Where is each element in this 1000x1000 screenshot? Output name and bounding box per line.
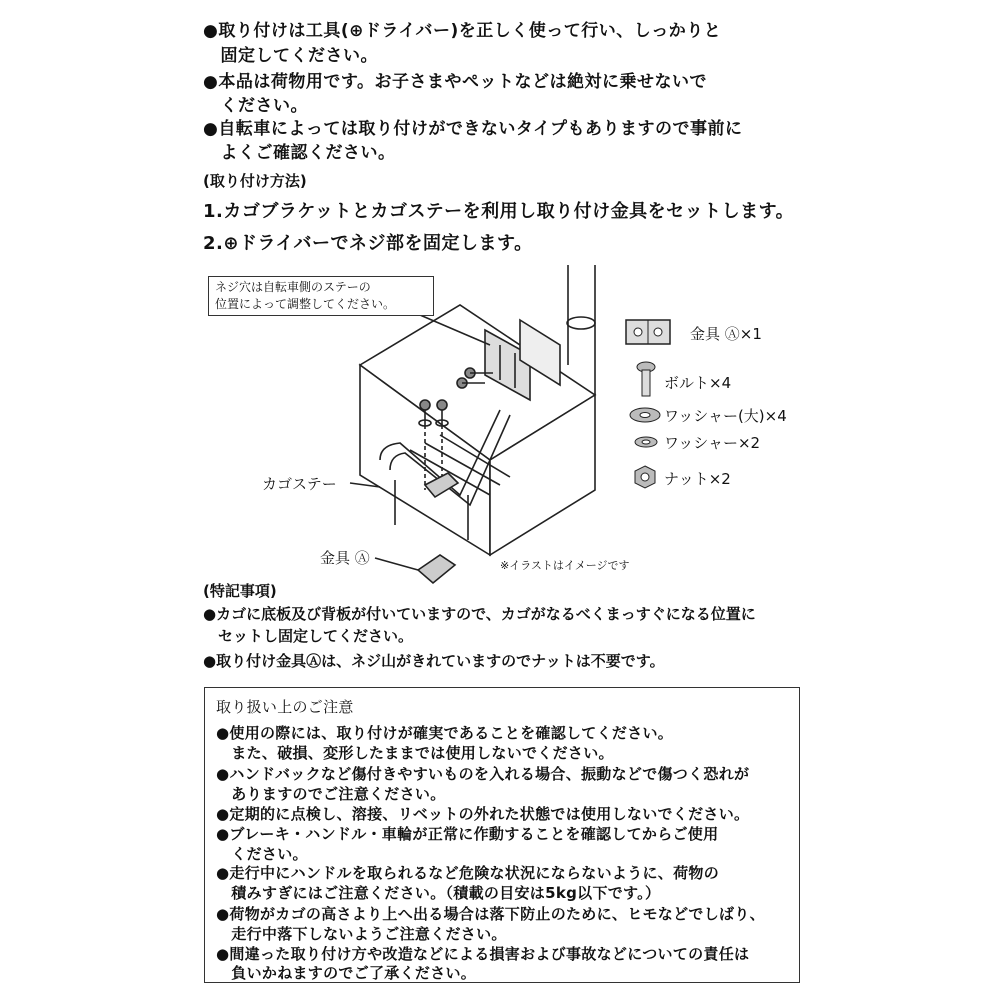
bolt-icon <box>634 360 658 400</box>
callout-line: 位置によって調整してください。 <box>215 297 396 311</box>
label-bracket: 金具 Ⓐ <box>320 549 370 567</box>
special-note-line: ●カゴに底板及び背板が付いていますので、カゴがなるべくまっすぐになる位置に <box>203 605 756 623</box>
caution-line: また、破損、変形したままでは使用しないでください。 <box>216 744 614 762</box>
caution-line: ●荷物がカゴの高さより上へ出る場合は落下防止のために、ヒモなどでしばり、 <box>216 905 765 923</box>
note-line: ●本品は荷物用です。お子さまやペットなどは絶対に乗せないで <box>203 72 707 92</box>
caution-title: 取り扱い上のご注意 <box>216 698 354 716</box>
nut-icon <box>632 464 658 490</box>
note-line: よくご確認ください。 <box>203 143 396 163</box>
note-line: ください。 <box>203 96 308 116</box>
step-1: 1.カゴブラケットとカゴステーを利用し取り付け金具をセットします。 <box>203 201 795 222</box>
special-heading: (特記事項) <box>203 582 277 600</box>
caution-line: ●定期的に点検し、溶接、リベットの外れた状態では使用しないでください。 <box>216 805 750 823</box>
washer-large-icon <box>628 406 662 424</box>
label-stay: カゴステー <box>262 475 337 493</box>
special-note-line: ●取り付け金具Ⓐは、ネジ山がきれていますのでナットは不要です。 <box>203 652 665 670</box>
note-line: 固定してください。 <box>203 46 378 66</box>
caution-line: 積みすぎにはご注意ください。（積載の目安は5kg以下です。） <box>216 884 661 902</box>
callout-line: ネジ穴は自転車側のステーの <box>215 280 371 294</box>
caution-line: 走行中落下しないようご注意ください。 <box>216 925 507 943</box>
bracket-icon <box>624 318 672 348</box>
method-heading: (取り付け方法) <box>203 172 307 190</box>
note-line: ●取り付けは工具(⊕ドライバー)を正しく使って行い、しっかりと <box>203 21 722 41</box>
part-washer-large-label: ワッシャー(大)×4 <box>664 407 787 425</box>
part-bolt-label: ボルト×4 <box>664 374 732 392</box>
part-nut-label: ナット×2 <box>664 470 731 488</box>
caution-line: 負いかねますのでご了承ください。 <box>216 964 477 982</box>
special-note-line: セットし固定してください。 <box>203 627 414 645</box>
callout-box <box>208 276 434 316</box>
step-2: 2.⊕ドライバーでネジ部を固定します。 <box>203 233 533 254</box>
caution-line: ください。 <box>216 845 308 863</box>
caution-line: ●走行中にハンドルを取られるなど危険な状況にならないように、荷物の <box>216 864 719 882</box>
caution-line: ●ハンドバックなど傷付きやすいものを入れる場合、振動などで傷つく恐れが <box>216 765 750 783</box>
caution-line: ありますのでご注意ください。 <box>216 785 446 803</box>
caution-line: ●使用の際には、取り付けが確実であることを確認してください。 <box>216 724 674 742</box>
part-bracket-label: 金具 Ⓐ×1 <box>690 325 762 343</box>
washer-icon <box>632 434 660 450</box>
illustration-note: ※イラストはイメージです <box>500 559 630 572</box>
caution-line: ●ブレーキ・ハンドル・車輪が正常に作動することを確認してからご使用 <box>216 825 719 843</box>
note-line: ●自転車によっては取り付けができないタイプもありますので事前に <box>203 119 743 139</box>
part-washer-label: ワッシャー×2 <box>664 434 761 452</box>
caution-line: ●間違った取り付け方や改造などによる損害および事故などについての責任は <box>216 945 750 963</box>
